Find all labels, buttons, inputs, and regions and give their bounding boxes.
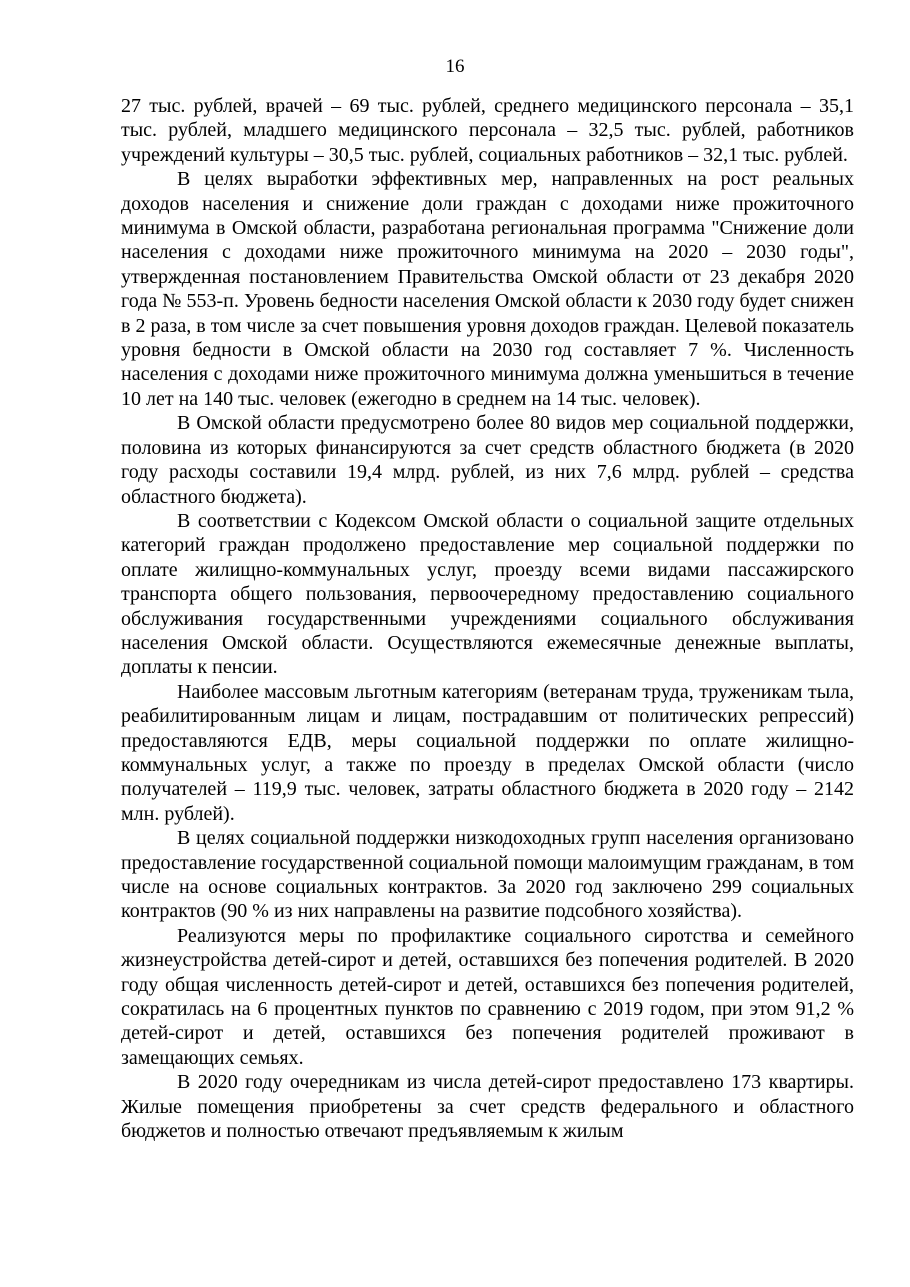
paragraph-orphan-prevention: Реализуются меры по профилактике социального сиротства и семейного жизнеустройства детей-сирот и детей, оставшихся без попечения родителей. В 2020 году общая численность детей-сирот и детей, оставшихся без попечения родителей, сократилась на 6 процентных пунктов по сравнению с 2019 годом, при этом 91,2 % детей-сирот и детей, оставшихся без попечения родителей проживают в замещающих семьях. [121, 924, 854, 1069]
paragraph-orphan-housing: В 2020 году очередникам из числа детей-сирот предоставлено 173 квартиры. Жилые помещения приобретены за счет средств федерального и областного бюджетов и полностью отвечают предъявляемым к жилым [121, 1071, 854, 1143]
document-body [121, 94, 854, 1143]
paragraph-beneficiary-categories: Наиболее массовым льготным категориям (ветеранам труда, труженикам тыла, реабилитированным лицам и лицам, пострадавшим от политических репрессий) предоставляются ЕДВ, меры социальной поддержки по оплате жилищно-коммунальных услуг, а также по проезду в пределах Омской области (число получателей – 119,9 тыс. человек, затраты областного бюджета в 2020 году – 2142 млн. рублей). [121, 680, 854, 825]
paragraph-poverty-program: В целях выработки эффективных мер, направленных на рост реальных доходов населения и снижение доли граждан с доходами ниже прожиточного минимума в Омской области, разработана региональная программа "Снижение доли населения с доходами ниже прожиточного минимума на 2020 – 2030 годы", утвержденная постановлением Правительства Омской области от 23 декабря 2020 года № 553-п. Уровень бедности населения Омской области к 2030 году будет снижен в 2 раза, в том числе за счет повышения уровня доходов граждан. Целевой показатель уровня бедности в Омской области на 2030 год составляет 7 %. Численность населения с доходами ниже прожиточного минимума должна уменьшиться в течение 10 лет на 140 тыс. человек (ежегодно в среднем на 14 тыс. человек). [121, 168, 854, 410]
paragraph-support-measures: В Омской области предусмотрено более 80 видов мер социальной поддержки, половина из которых финансируются за счет средств областного бюджета (в 2020 году расходы составили 19,4 млрд. рублей, из них 7,6 млрд. рублей – средства областного бюджета). [121, 412, 854, 508]
page-number: 16 [445, 56, 465, 77]
paragraph-social-code: В соответствии с Кодексом Омской области о социальной защите отдельных категорий граждан продолжено предоставление мер социальной поддержки по оплате жилищно-коммунальных услуг, проезду всеми видами пассажирского транспорта общего пользования, первоочередному предоставлению социального обслуживания государственными учреждениями социального обслуживания населения Омской области. Осуществляются ежемесячные денежные выплаты, доплаты к пенсии. [121, 509, 854, 679]
paragraph-low-income-support: В целях социальной поддержки низкодоходных групп населения организовано предоставление государственной социальной помощи малоимущим гражданам, в том числе на основе социальных контрактов. За 2020 год заключено 299 социальных контрактов (90 % из них направлены на развитие подсобного хозяйства). [121, 827, 854, 923]
paragraph-continuation: 27 тыс. рублей, врачей – 69 тыс. рублей, среднего медицинского персонала – 35,1 тыс. рублей, младшего медицинского персонала – 32,5 тыс. рублей, работников учреждений культуры – 30,5 тыс. рублей, социальных работников – 32,1 тыс. рублей. [121, 95, 854, 166]
